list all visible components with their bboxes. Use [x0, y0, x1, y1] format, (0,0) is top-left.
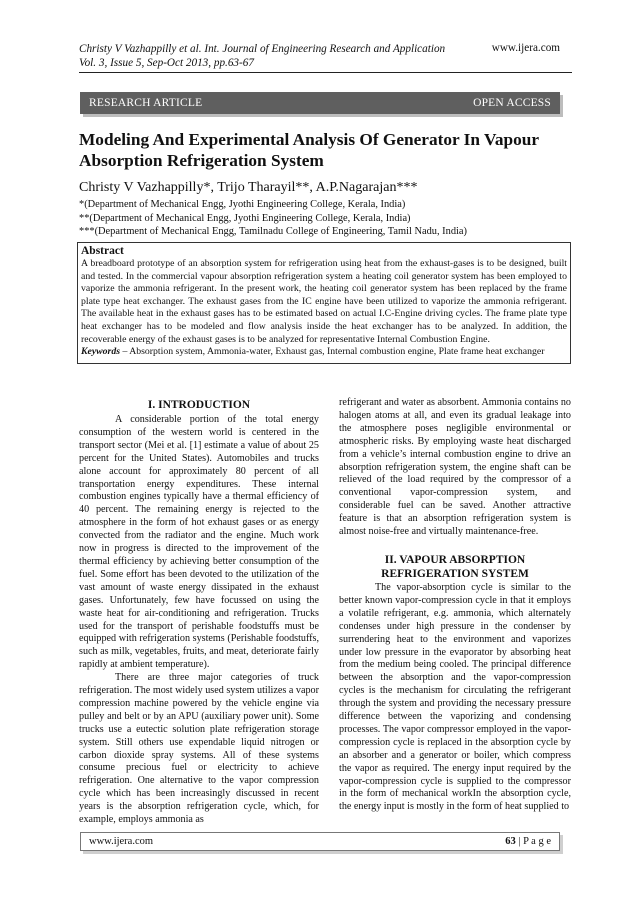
author-list: Christy V Vazhappilly*, Trijo Tharayil**, A.P.Nagarajan***	[79, 180, 418, 195]
citation-line-1: Christy V Vazhappilly et al. Int. Journal of Engineering Research and Application	[79, 43, 446, 55]
page-suffix: | P a g e	[515, 836, 551, 847]
intro-paragraph-2-continued: refrigerant and water as absorbent. Ammonia contains no halogen atoms at all, and even its gradual leakage into the atmosphere poses negligible environmental or atmospheric risks. By employing waste heat discharged from a vehicle’s internal combustion engine to drive an absorption refrigeration system, the engine shaft can be relieved of the load required by the compressor of a conventional vapor-compression system, and considerable fuel can be saved. Another attractive feature is that an absorption refrigeration system is almost noise-free and virtually maintenance-free.	[339, 397, 571, 538]
research-article-label: RESEARCH ARTICLE	[89, 97, 203, 109]
keywords-text: – Absorption system, Ammonia-water, Exhaust gas, Internal combustion engine, Plate frame heat exchanger	[120, 346, 545, 358]
header-website-link[interactable]: www.ijera.com	[491, 42, 560, 54]
intro-paragraph-1: A considerable portion of the total energy consumption of the western world is centered in the transport sector (Mei et al. [1] estimate a value of about 25 percent for the United States). Automobiles and trucks alone account for approximately 80 percent of all transportation energy expenditures. These internal combustion engines typically have a thermal efficiency of 40 percent. The remaining energy is rejected to the atmosphere in the form of hot exhaust gases or as energy convected from the radiator and the engine. Much work now in progress is directed to the improvement of the thermal efficiency by achieving better consumption of the fuel. Some effort has been devoted to the utilization of the vast amount of waste energy dissipated in the exhaust gases. Unfortunately, few have focussed on using the waste heat for air-conditioning and refrigeration. Trucks used for the transport of perishable foodstuffs must be equipped with refrigeration systems (Perishable foodstuffs, such as milk, vegetables, fruits, and meat, deteriorate fairly rapidly at ambient temperature).	[79, 414, 319, 671]
abstract-body	[81, 258, 567, 359]
article-type-banner	[80, 92, 560, 114]
open-access-label: OPEN ACCESS	[473, 97, 551, 109]
abstract-text: A breadboard prototype of an absorption system for refrigeration using heat from the exhaust-gases is to be designed, built and tested. In the commercial vapour absorption refrigeration system a heating coil generator system has been employed to vaporize the ammonia refrigerant. In the present work, the heating coil generator system has been replaced by the frame plate type heat exchanger. The exhaust gases from the IC engine have been utilized to vaporize the ammonia refrigerant. The available heat in the exhaust gases has to be estimated based on actual I.C-Engine driving cycles. The frame plate type heat exchanger has to be modeled and flow analysis inside the heat exchanger has to be analyzed. In addition, the recoverable energy of the exhaust gases is to be analyzed for representative Internal Combustion Engine.	[81, 258, 567, 345]
abstract-box	[77, 242, 571, 364]
section-heading-vapour-absorption	[339, 553, 571, 581]
section-heading-line-2: REFRIGERATION SYSTEM	[381, 567, 529, 580]
page-number	[505, 836, 551, 847]
affiliation-3: ***(Department of Mechanical Engg, Tamilnadu College of Engineering, Tamil Nadu, India)	[79, 226, 467, 238]
paper-title: Modeling And Experimental Analysis Of Generator In Vapour Absorption Refrigeration System	[79, 130, 539, 170]
left-column	[79, 397, 319, 827]
abstract-heading: Abstract	[81, 245, 124, 257]
section-heading-line-1: II. VAPOUR ABSORPTION	[384, 553, 526, 566]
citation-line-2: Vol. 3, Issue 5, Sep-Oct 2013, pp.63-67	[79, 57, 254, 69]
header-divider	[79, 72, 572, 73]
right-column	[339, 397, 571, 814]
affiliation-1: *(Department of Mechanical Engg, Jyothi Engineering College, Kerala, India)	[79, 199, 406, 210]
page-number-value: 63	[505, 836, 516, 847]
affiliation-2: **(Department of Mechanical Engg, Jyothi Engineering College, Kerala, India)	[79, 212, 411, 224]
keywords-label: Keywords	[81, 346, 120, 358]
footer-website-link[interactable]: www.ijera.com	[89, 836, 154, 847]
section-heading-introduction: I. INTRODUCTION	[147, 399, 251, 411]
page-footer	[80, 832, 560, 851]
running-header-citation	[79, 42, 499, 70]
intro-paragraph-2: There are three major categories of truck refrigeration. The most widely used system utilizes a vapor compression machine powered by the vehicle engine via pulley and belt or by an APU (auxiliary power unit). Some trucks use a eutectic solution plate refrigeration storage system. Still others use expendable liquid nitrogen or carbon dioxide spray systems. All of these systems consume precious fuel or electricity to achieve refrigeration. One alternative to the vapor compression cycle which has been increasingly discussed in recent years is the absorption refrigeration cycle, which, for example, employs ammonia as	[79, 672, 319, 826]
affiliations	[79, 198, 579, 239]
vapour-paragraph-1: The vapor-absorption cycle is similar to the better known vapor-compression cycle in that it employs a volatile refrigerant, e.g. ammonia, which alternately condenses under high pressure in the condenser by surrendering heat to the environment and vaporizes under low pressure in the evaporator by absorbing heat from the medium being cooled. The principal difference between the absorption and the vapor-compression cycles is the mechanism for circulating the refrigerant through the system and providing the necessary pressure difference between the vaporizing and condensing processes. The vapor compressor employed in the vapor-compression cycle is replaced in the absorption cycle by an absorber and a generator or boiler, which compress the vapor as required. The energy input required by the vapor-compression cycle is supplied to the compressor in the form of mechanical workIn the absorption cycle, the energy input is mostly in the form of heat supplied to	[339, 581, 571, 813]
